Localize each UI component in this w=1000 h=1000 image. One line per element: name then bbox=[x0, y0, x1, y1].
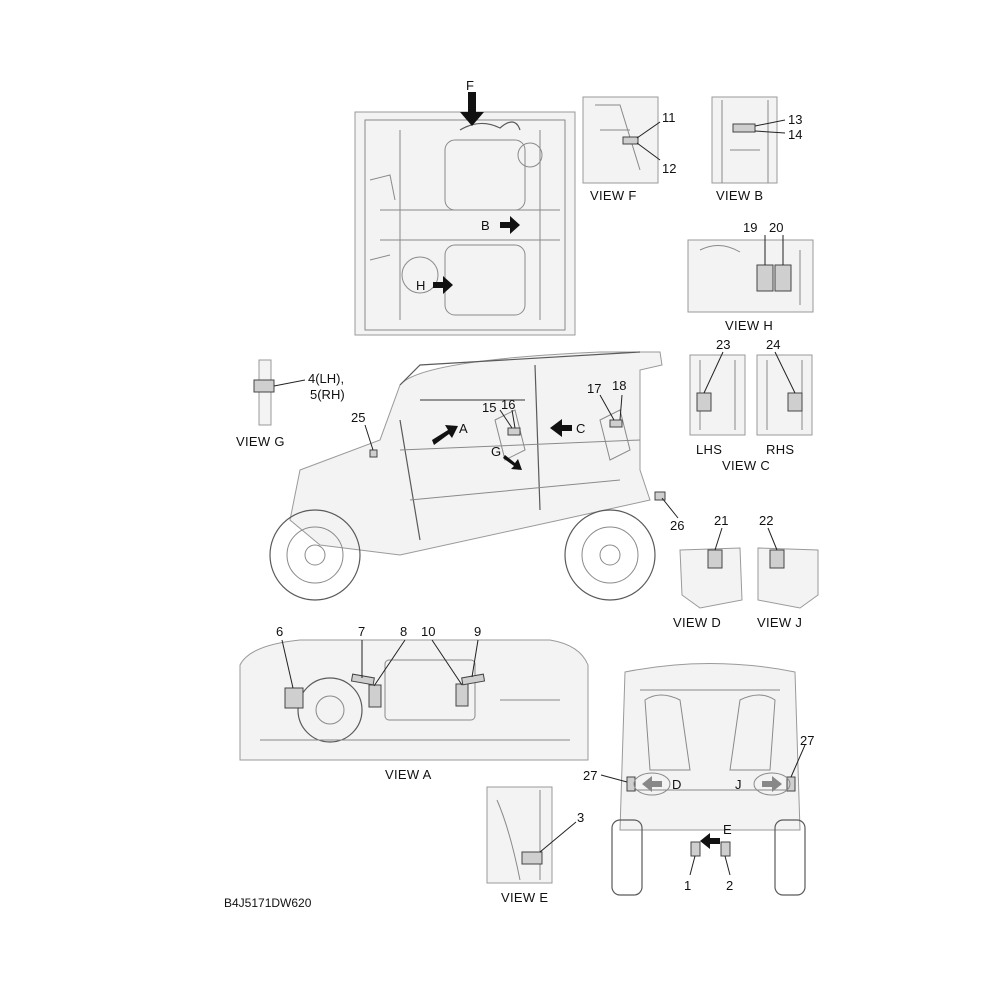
view-b-label: VIEW B bbox=[716, 188, 764, 203]
callout-14: 14 bbox=[788, 127, 803, 142]
callout-16: 16 bbox=[501, 397, 516, 412]
view-a-panel bbox=[240, 624, 588, 782]
callout-27-left: 27 bbox=[583, 768, 598, 783]
callout-12: 12 bbox=[662, 161, 677, 176]
view-c-lhs: LHS bbox=[696, 442, 723, 457]
callout-21: 21 bbox=[714, 513, 729, 528]
callout-19: 19 bbox=[743, 220, 758, 235]
view-f-label: VIEW F bbox=[590, 188, 637, 203]
callout-18: 18 bbox=[612, 378, 627, 393]
view-d-label: VIEW D bbox=[673, 615, 722, 630]
view-f-panel bbox=[583, 97, 676, 203]
callout-24: 24 bbox=[766, 337, 781, 352]
callout-17: 17 bbox=[587, 381, 602, 396]
callout-4-5-line1: 4(LH), bbox=[308, 371, 345, 386]
arrow-f-letter: F bbox=[466, 78, 474, 93]
view-g-label: VIEW G bbox=[236, 434, 285, 449]
callout-20: 20 bbox=[769, 220, 784, 235]
arrow-h-letter: H bbox=[416, 278, 426, 293]
view-b-panel bbox=[712, 97, 802, 203]
view-e-panel bbox=[487, 787, 584, 905]
callout-25: 25 bbox=[351, 410, 366, 425]
callout-10: 10 bbox=[421, 624, 436, 639]
part-code: B4J5171DW620 bbox=[224, 896, 312, 910]
callout-15: 15 bbox=[482, 400, 497, 415]
callout-4-5-line2: 5(RH) bbox=[310, 387, 345, 402]
callout-22: 22 bbox=[759, 513, 774, 528]
view-h-label: VIEW H bbox=[725, 318, 774, 333]
callout-9: 9 bbox=[474, 624, 482, 639]
view-j-label: VIEW J bbox=[757, 615, 803, 630]
arrow-b-letter: B bbox=[481, 218, 490, 233]
view-a-label: VIEW A bbox=[385, 767, 432, 782]
view-h-panel bbox=[688, 220, 813, 333]
callout-1: 1 bbox=[684, 878, 692, 893]
callout-6: 6 bbox=[276, 624, 284, 639]
view-j-panel bbox=[757, 513, 818, 630]
arrow-a-letter: A bbox=[459, 421, 468, 436]
arrow-d-letter: D bbox=[672, 777, 682, 792]
callout-2: 2 bbox=[726, 878, 734, 893]
view-e-label: VIEW E bbox=[501, 890, 549, 905]
callout-26: 26 bbox=[670, 518, 685, 533]
callout-13: 13 bbox=[788, 112, 803, 127]
view-g-panel bbox=[236, 360, 345, 449]
arrow-g-letter: G bbox=[491, 444, 502, 459]
callout-7: 7 bbox=[358, 624, 366, 639]
callout-8: 8 bbox=[400, 624, 408, 639]
arrow-j-letter: J bbox=[735, 777, 742, 792]
view-c-rhs: RHS bbox=[766, 442, 795, 457]
arrow-e-letter: E bbox=[723, 822, 732, 837]
callout-23: 23 bbox=[716, 337, 731, 352]
callout-11: 11 bbox=[662, 110, 676, 125]
callout-3: 3 bbox=[577, 810, 585, 825]
view-c-panel bbox=[690, 337, 812, 473]
overhead-chassis-view bbox=[355, 112, 575, 335]
callout-27-right: 27 bbox=[800, 733, 815, 748]
view-c-label: VIEW C bbox=[722, 458, 771, 473]
arrow-c-letter: C bbox=[576, 421, 586, 436]
